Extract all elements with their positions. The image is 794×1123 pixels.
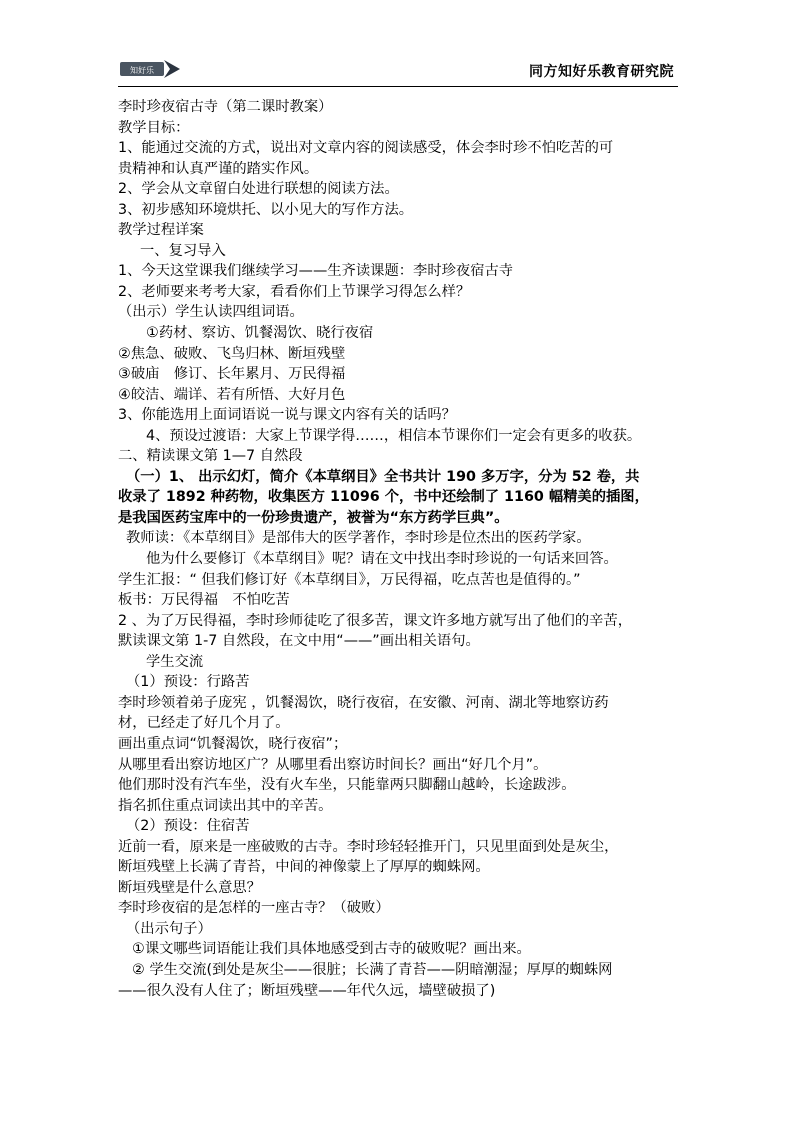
org-name: 同方知好乐教育研究院 [529, 64, 674, 80]
text-line: 指名抓住重点词读出其中的辛苦。 [118, 797, 333, 814]
text-line: （出示句子） [126, 920, 212, 937]
document-body [118, 97, 698, 1001]
section-heading: 一、复习导入 [140, 242, 226, 259]
section-heading: 教学过程详案 [118, 222, 204, 239]
text-line: 2 、为了万民得福，李时珍师徒吃了很多苦，课文许多地方就写出了他们的辛苦， [118, 612, 633, 629]
svg-text:知好乐: 知好乐 [130, 66, 154, 75]
text-line: 画出重点词“饥餐渴饮，晓行夜宿”； [118, 735, 348, 752]
text-line: 1、能通过交流的方式，说出对文章内容的阅读感受，体会李时珍不怕吃苦的可 [118, 140, 614, 157]
text-line: 收录了 1892 种药物，收集医方 11096 个，书中还绘制了 1160 幅精美的插图， [118, 489, 649, 506]
text-line: 李时珍领着弟子庞宪 ，饥餐渴饮，晓行夜宿，在安徽、河南、湖北等地察访药 [118, 694, 609, 711]
section-heading: 教学目标： [118, 119, 190, 136]
text-line: 默读课文第 1-7 自然段，在文中用“——”画出相关语句。 [118, 633, 480, 650]
text-line: 材，已经走了好几个月了。 [118, 715, 290, 732]
text-line: 学生汇报：“ 但我们修订好《本草纲目》，万民得福，吃点苦也是值得的。” [118, 571, 581, 588]
text-line: 贵精神和认真严谨的踏实作风。 [118, 160, 319, 177]
text-line: 断垣残壁上长满了青苔，中间的神像蒙上了厚厚的蜘蛛网。 [118, 859, 490, 876]
text-line: 他们那时没有汽车坐，没有火车坐，只能靠两只脚翻山越岭，长途跋涉。 [118, 777, 576, 794]
text-line: ② 学生交流(到处是灰尘——很脏；长满了青苔——阴暗潮湿；厚厚的蜘蛛网 [132, 961, 613, 978]
text-line: （1）预设：行路苦 [126, 674, 250, 691]
text-line: 3、你能选用上面词语说一说与课文内容有关的话吗？ [118, 407, 456, 424]
section-heading: 二、精读课文第 1—7 自然段 [118, 448, 303, 465]
text-line: 是我国医药宝库中的一份珍贵遗产，被誉为“东方药学巨典”。 [118, 509, 509, 526]
text-line: 从哪里看出察访地区广？从哪里看出察访时间长？画出“好几个月”。 [118, 756, 548, 773]
text-line: ①药材、察访、饥餐渴饮、晓行夜宿 [146, 325, 374, 342]
page-header [118, 56, 678, 87]
text-line: 1、今天这堂课我们继续学习——生齐读课题：李时珍夜宿古寺 [118, 263, 514, 280]
text-line: 3、初步感知环境烘托、以小见大的写作方法。 [118, 201, 414, 218]
text-line: （出示）学生认读四组词语。 [118, 304, 304, 321]
text-line: （一）1、 出示幻灯，简介《本草纲目》全书共计 190 多万字，分为 52 卷，共 [126, 468, 640, 485]
text-line: （2）预设：住宿苦 [126, 818, 250, 835]
text-line: ④皎洁、端详、若有所悟、大好月色 [118, 386, 346, 403]
text-line: ①课文哪些词语能让我们具体地感受到古寺的破败呢？画出来。 [132, 941, 531, 958]
text-line: 板书：万民得福 不怕吃苦 [118, 592, 290, 609]
text-line: ——很久没有人住了；断垣残壁——年代久远，墙壁破损了) [118, 982, 496, 999]
text-line: 4、预设过渡语：大家上节课学得……，相信本节课你们一定会有更多的收获。 [146, 427, 642, 444]
text-line: 教师读：《本草纲目》是部伟大的医学著作，李时珍是位杰出的医药学家。 [126, 530, 591, 547]
text-line: 断垣残壁是什么意思？ [118, 879, 261, 896]
text-line: ②焦急、破败、飞鸟归林、断垣残壁 [118, 345, 346, 362]
text-line: 李时珍夜宿的是怎样的一座古寺？（破败） [118, 900, 390, 917]
logo-icon [120, 58, 184, 80]
text-line: ③破庙 修订、长年累月、万民得福 [118, 366, 346, 383]
text-line: 他为什么要修订《本草纲目》呢？请在文中找出李时珍说的一句话来回答。 [146, 551, 618, 568]
doc-title: 李时珍夜宿古寺（第二课时教案） [118, 99, 333, 115]
text-line: 2、学会从文章留白处进行联想的阅读方法。 [118, 181, 399, 198]
text-line: 学生交流 [146, 653, 204, 670]
text-line: 2、老师要来考考大家，看看你们上节课学习得怎么样？ [118, 283, 471, 300]
text-line: 近前一看，原来是一座破败的古寺。李时珍轻轻推开门，只见里面到处是灰尘， [118, 838, 619, 855]
